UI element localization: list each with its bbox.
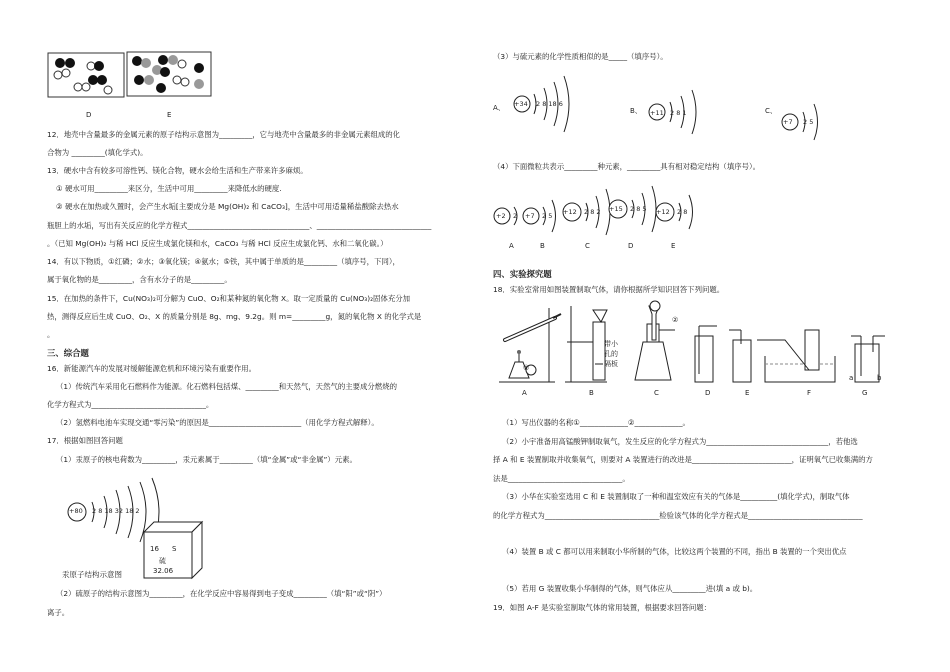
fig-label-d: D — [86, 111, 92, 119]
q17-intro: 17．根据如图回答问题 — [47, 436, 123, 445]
q16-part2: （2）氢燃料电池车实现交通“零污染”的原因是_________________________（用化学方程式解释）。 — [56, 418, 379, 427]
apparatus-label-c: C — [654, 389, 659, 397]
apparatus-g-port-b: b — [877, 374, 882, 382]
particle-label-a: A — [509, 242, 514, 250]
q18-part2-line1: （2）小宇准备用高锰酸钾制取氧气，发生反应的化学方程式为_________________________________，若他选 — [502, 437, 858, 446]
section-3-heading: 三、综合题 — [47, 348, 89, 358]
apparatus-num-1: ① — [523, 364, 530, 372]
q12-line1: 12．地壳中含量最多的金属元素的原子结构示意图为_________，它与地壳中含量最多的非金属元素组成的化 — [47, 130, 401, 139]
particle-label-d: D — [628, 242, 634, 250]
particle-d-shells: 2 8 5 — [630, 205, 647, 213]
particle-e-nucleus: +12 — [656, 208, 670, 216]
particle-b-nucleus: +7 — [525, 212, 535, 220]
mercury-shells: 2 8 18 32 18 2 — [92, 507, 140, 515]
apparatus-note-3: 隔板 — [604, 360, 618, 368]
lab-apparatus-figure — [495, 300, 895, 392]
q13-part1: ① 硬水可用_________来区分，生活中可用_________来降低水的硬度. — [56, 184, 282, 193]
apparatus-label-a: A — [522, 389, 527, 397]
q18-intro: 18．实验室常用如图装置制取气体，请你根据所学知识回答下列问题。 — [493, 285, 725, 294]
sulfur-name: 硫 — [159, 557, 166, 565]
q13-part2-line3: 。（已知 Mg(OH)₂ 与稀 HCl 反应生成氯化镁和水，CaCO₃ 与稀 HCl 反应生成氯化钙、水和二氧化碳。） — [47, 239, 388, 248]
apparatus-f — [757, 330, 835, 382]
q15-line1: 15．在加热的条件下，Cu(NO₃)₂可分解为 CuO、O₂和某种氮的氧化物 X。取一定质量的 Cu(NO₃)₂固体充分加 — [47, 294, 411, 303]
particle-a-nucleus: +2 — [496, 212, 506, 220]
apparatus-label-e: E — [745, 389, 750, 397]
apparatus-d — [695, 326, 717, 382]
q16-part1-line2: 化学方程式为_______________________________。 — [47, 400, 214, 409]
apparatus-b — [565, 306, 607, 382]
particle-c-nucleus: +12 — [563, 208, 577, 216]
apparatus-label-f: F — [807, 389, 812, 397]
q18-part3-line1: （3）小华在实验室选用 C 和 E 装置制取了一种和温室效应有关的气体是__________(填化学式)，制取气体 — [502, 492, 850, 501]
particle-label-b: B — [540, 242, 545, 250]
mercury-nucleus: +80 — [69, 507, 83, 515]
q18-part2-line3: 法是_______________________________。 — [493, 474, 630, 483]
q18-part5: （5）若用 G 装置收集小华制得的气体，则气体应从_________进(填 a 或 b)。 — [502, 584, 758, 593]
sulfur-mass: 32.06 — [153, 567, 174, 575]
q16-intro: 16．新能源汽车的发展对缓解能源危机和环境污染有重要作用。 — [47, 364, 256, 373]
atom-a-nucleus: +34 — [514, 100, 528, 108]
q13-intro: 13．硬水中含有较多可溶性钙、镁化合物，硬水会给生活和生产带来许多麻烦。 — [47, 166, 308, 175]
particle-c-shells: 2 8 2 — [584, 208, 601, 216]
mercury-caption: 汞原子结构示意图 — [62, 570, 122, 579]
apparatus-c — [635, 301, 675, 380]
particle-a-shells: 2 — [513, 212, 518, 220]
particle-box-d — [48, 53, 124, 99]
atom-c-shells: 2 5 — [803, 118, 814, 126]
fig-label-e: E — [167, 111, 172, 119]
apparatus-note-2: 孔的 — [604, 350, 618, 358]
q14-line1: 14．有以下物质，①红磷；②水；③氧化镁；④氨水；⑤铁，其中属于单质的是_________（填序号，下同）， — [47, 257, 400, 266]
q18-part4: （4）装置 B 或 C 都可以用来制取小华所制的气体，比较这两个装置的不同，指出 B 装置的一个突出优点 — [502, 547, 847, 556]
sulfur-atomic-number: 16 — [150, 545, 159, 553]
q17-part2-line2: 离子。 — [47, 608, 70, 617]
q17-part4: （4）下面微粒共表示_________种元素，_________具有相对稳定结构（填序号）。 — [493, 162, 761, 171]
particle-label-c: C — [585, 242, 590, 250]
q17-part2-line1: （2）硫原子的结构示意图为_________，在化学反应中容易得到电子变成_________（填“阳”或“阴”） — [56, 589, 387, 598]
atom-a-shells: 2 8 18 6 — [536, 100, 563, 108]
apparatus-e — [729, 330, 751, 382]
particle-label-e: E — [671, 242, 676, 250]
q13-part2-line1: ② 硬水在加热或久置时，会产生水垢[主要成分是 Mg(OH)₂ 和 CaCO₃]，生活中可用适量稀盐酸除去热水 — [56, 202, 399, 211]
q15-line3: 。 — [47, 330, 55, 339]
particle-d-nucleus: +15 — [609, 205, 623, 213]
apparatus-label-g: G — [862, 389, 868, 397]
atom-c-label: C、 — [765, 107, 777, 115]
particle-box-e — [127, 52, 211, 98]
q14-line2: 属于氧化物的是_________，含有水分子的是_________。 — [47, 275, 232, 284]
q18-part1: （1）写出仪器的名称①_____________②_____________。 — [502, 418, 690, 427]
apparatus-note-1: 带小 — [604, 340, 618, 348]
q18-part2-line2: 择 A 和 E 装置制取并收集氧气，则要对 A 装置进行的改进是___________________________，证明氧气已收集满的方 — [493, 455, 873, 464]
q12-line2: 合物为 _________(填化学式)。 — [47, 148, 148, 157]
q17-part3: （3）与硫元素的化学性质相似的是_____（填序号）。 — [493, 52, 668, 61]
apparatus-label-b: B — [589, 389, 594, 397]
atom-a-label: A、 — [493, 104, 505, 112]
atom-c-nucleus: +7 — [783, 118, 793, 126]
particle-e-shells: 2 8 — [677, 208, 688, 216]
q18-part3-line2: 的化学方程式为_______________________________检验该气体的化学方程式是_______________________________ — [493, 511, 863, 520]
atom-b-nucleus: +11 — [650, 109, 664, 117]
apparatus-g-port-a: a — [849, 374, 854, 382]
atom-b-label: B、 — [630, 107, 642, 115]
q19-intro: 19．如图 A-F 是实验室制取气体的常用装置，根据要求回答问题： — [493, 603, 712, 612]
atom-b-shells: 2 8 1 — [670, 109, 687, 117]
particle-b-shells: 2 5 — [542, 212, 553, 220]
section-4-heading: 四、实验探究题 — [493, 269, 552, 279]
sulfur-symbol: S — [172, 545, 177, 553]
q16-part1-line1: （1）传统汽车采用化石燃料作为能源。化石燃料包括煤、_________和天然气，天然气的主要成分燃烧的 — [56, 382, 397, 391]
apparatus-label-d: D — [705, 389, 711, 397]
q15-line2: 热，测得反应后生成 CuO、O₂、X 的质量分别是 8g、mg、9.2g。则 m=_________g，氮的氧化物 X 的化学式是 — [47, 312, 422, 321]
apparatus-a — [499, 308, 561, 382]
q17-part1: （1）汞原子的核电荷数为_________，汞元素属于_________（填“金属”或“非金属”）元素。 — [56, 455, 357, 464]
apparatus-num-2: ② — [672, 316, 679, 324]
q13-part2-line2: 瓶胆上的水垢，写出有关反应的化学方程式_________________________________、_______________________________ — [47, 221, 432, 230]
